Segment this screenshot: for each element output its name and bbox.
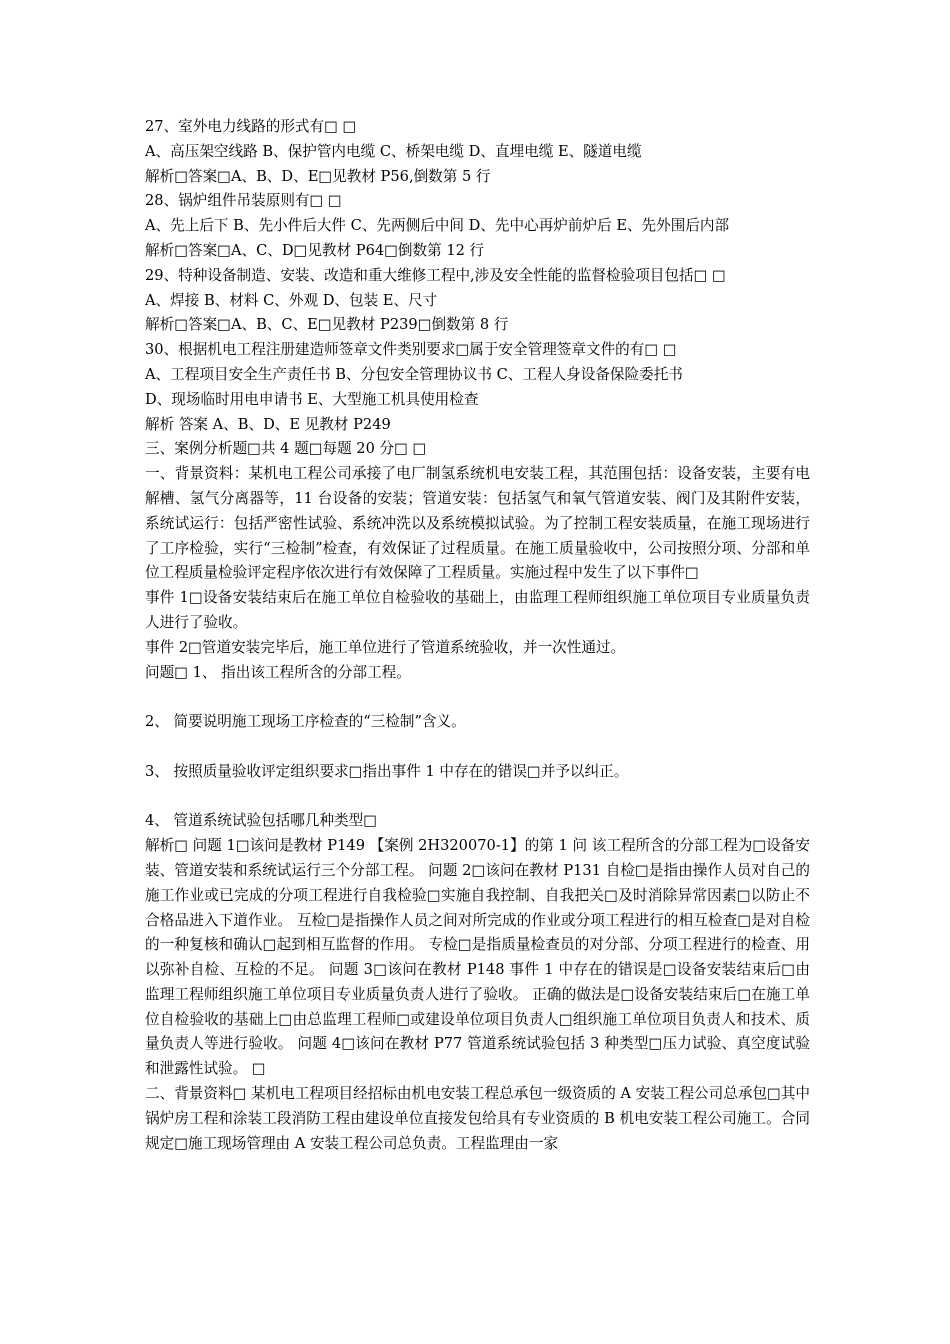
case-1-event-2: 事件 2□管道安装完毕后，施工单位进行了管道系统验收，并一次性通过。 [145, 638, 626, 656]
question-28: 28、锅炉组件吊装原则有□ □ [145, 192, 342, 210]
blank-line [145, 785, 810, 810]
question-30-options-2: D、现场临时用电申请书 E、大型施工机具使用检查 [145, 390, 479, 408]
question-30-analysis: 解析 答案 A、B、D、E 见教材 P249 [145, 415, 391, 433]
question-30: 30、根据机电工程注册建造师签章文件类别要求□属于安全管理签章文件的有□ □ [145, 341, 677, 359]
case-1-question-1: 问题□ 1、 指出该工程所含的分部工程。 [145, 663, 411, 681]
case-2-background: 二、背景资料□ 某机电工程项目经招标由机电安装工程总承包一级资质的 A 安装工程公司总承包□其中锅炉房工程和涂装工段消防工程由建设单位直接发包给具有专业资质的 B 机电安装工程公司施工。合同规定□施工现场管理由 A 安装工程公司总负责。工程监理由一家 [145, 1085, 810, 1152]
question-28-options: A、先上后下 B、先小件后大件 C、先两侧后中间 D、先中心再炉前炉后 E、先外围后内部 [145, 217, 730, 235]
question-29: 29、特种设备制造、安装、改造和重大维修工程中,涉及安全性能的监督检验项目包括□ □ [145, 266, 726, 284]
case-1-analysis: 解析□ 问题 1□该问是教材 P149 【案例 2H320070-1】的第 1 问 该工程所含的分部工程为□设备安装、管道安装和系统试运行三个分部工程。 问题 2□该问在教材 P131 自检□是指由操作人员对自己的施工作业或已完成的分项工程进行自我检验□实施自我控制、自我把关□及时消除异常因素□以防止不合格品进入下道作业。 互检□是指操作人员之间对所完成的作业或分项工程进行的相互检查□是对自检的一种复核和确认□起到相互监督的作用。 专检□是指质量检查员的对分部、分项工程进行的检查、用以弥补自检、互检的不足。 问题 3□该问在教材 P148 事件 1 中存在的错误是□设备安装结束后□由监理工程师组织施工单位项目专业质量负责人进行了验收。 正确的做法是□设备安装结束后□在施工单位自检验收的基础上□由总监理工程师□或建设单位项目负责人□组织施工单位项目负责人和技术、质量负责人等进行验收。 问题 4□该问在教材 P77 管道系统试验包括 3 种类型□压力试验、真空度试验和泄露性试验。 □ [145, 837, 810, 1078]
section-3-heading: 三、案例分析题□共 4 题□每题 20 分□ □ [145, 440, 427, 458]
question-27-analysis: 解析□答案□A、B、D、E□见教材 P56,倒数第 5 行 [145, 167, 491, 185]
case-1-question-2: 2、 简要说明施工现场工序检查的“三检制”含义。 [145, 713, 466, 731]
question-28-analysis: 解析□答案□A、C、D□见教材 P64□倒数第 12 行 [145, 241, 485, 259]
case-1-background: 一、背景资料：某机电工程公司承接了电厂制氢系统机电安装工程，其范围包括：设备安装，主要有电解槽、氢气分离器等，11 台设备的安装；管道安装：包括氢气和氧气管道安装、阀门及其附件安装，系统试运行：包括严密性试验、系统冲洗以及系统模拟试验。为了控制工程安装质量，在施工现场进行了工序检验，实行“三检制”检查，有效保证了过程质量。在施工质量验收中，公司按照分项、分部和单位工程质量检验评定程序依次进行有效保障了工程质量。实施过程中发生了以下事件□ [145, 465, 810, 582]
question-29-options: A、焊接 B、材料 C、外观 D、包装 E、尺寸 [145, 291, 438, 309]
question-30-options-1: A、工程项目安全生产责任书 B、分包安全管理协议书 C、工程人身设备保险委托书 [145, 365, 683, 383]
case-1-question-4: 4、 管道系统试验包括哪几种类型□ [145, 812, 378, 830]
question-29-analysis: 解析□答案□A、B、C、E□见教材 P239□倒数第 8 行 [145, 316, 509, 334]
question-27: 27、室外电力线路的形式有□ □ [145, 118, 357, 135]
question-27-options: A、高压架空线路 B、保护管内电缆 C、桥架电缆 D、直埋电缆 E、隧道电缆 [145, 142, 642, 160]
case-1-question-3: 3、 按照质量验收评定组织要求□指出事件 1 中存在的错误□并予以纠正。 [145, 762, 629, 780]
document-page [145, 115, 810, 1156]
blank-line [145, 685, 810, 710]
case-1-event-1: 事件 1□设备安装结束后在施工单位自检验收的基础上，由监理工程师组织施工单位项目专业质量负责人进行了验收。 [145, 589, 810, 631]
blank-line [145, 735, 810, 760]
